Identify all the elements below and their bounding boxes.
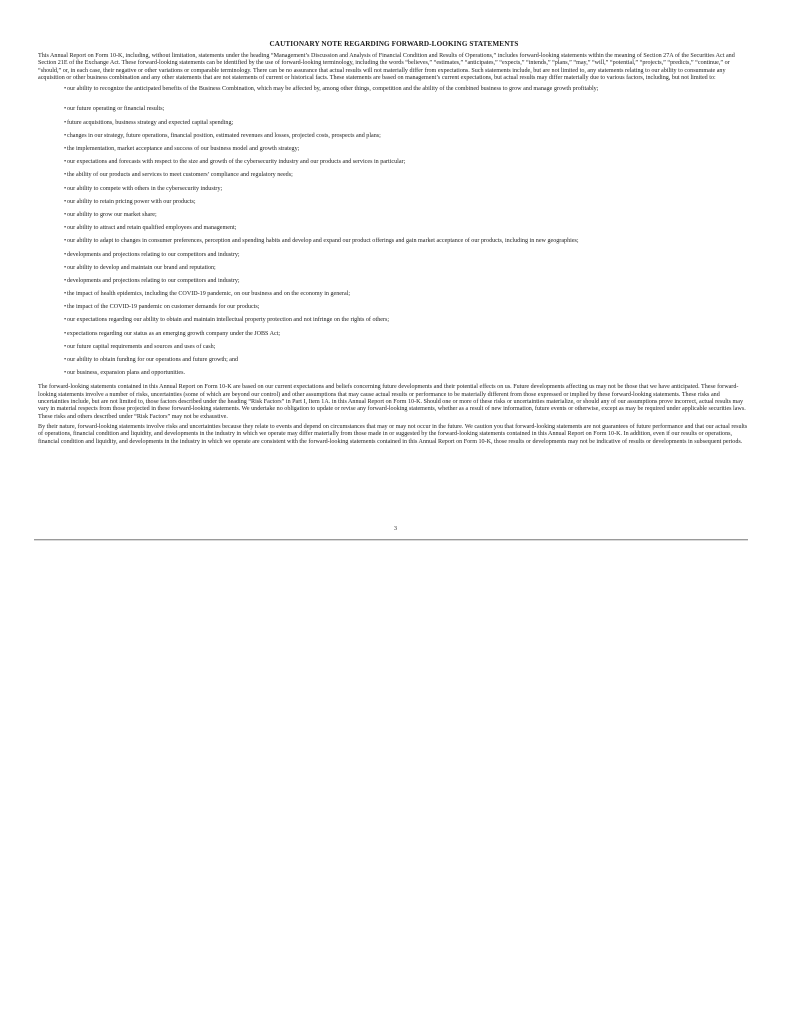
bullet-icon: • [64, 264, 67, 271]
list-item [64, 238, 750, 251]
bullet-icon: • [64, 370, 67, 377]
bullet-icon: • [64, 225, 67, 232]
list-item [64, 265, 750, 278]
body-paragraph: The forward-looking statements contained in this Annual Report on Form 10-K are based on our current expectations and beliefs concerning future developments and their potential effects on us. Future developments affecting us may not be those that we have anticipated. These forward-looking statements involve a number of risks, uncertainties (some of which are beyond our control) and other assumptions that may cause actual results or performance to be materially different from those expressed or implied by these forward-looking statements. These risks and uncertainties include, but are not limited to, those factors described under the heading “Risk Factors” in Part I, Item 1A. in this Annual Report on Form 10-K. Should one or more of these risks or uncertainties materialize, or should any of our assumptions prove incorrect, actual results may vary in material respects from those projected in these forward-looking statements. We undertake no obligation to update or revise any forward-looking statements, whether as a result of new information, future events or otherwise, except as may be required under applicable securities laws. These risks and others described under “Risk Factors” may not be exhaustive. [38, 384, 746, 420]
list-item-text: our ability to adapt to changes in consumer preferences, perception and spending habits and develop and expand our product offerings and gain market acceptance of our products, including in new geographies; [67, 238, 579, 245]
bullet-icon: • [64, 119, 67, 126]
list-item [64, 291, 750, 304]
list-item [64, 278, 750, 291]
list-item-text: the implementation, market acceptance and success of our business model and growth strategy; [67, 146, 300, 153]
bullet-icon: • [64, 317, 67, 324]
list-item [64, 146, 750, 159]
list-item [64, 159, 750, 172]
list-item [64, 86, 750, 93]
bullet-icon: • [64, 211, 67, 218]
list-item-text: our ability to recognize the anticipated benefits of the Business Combination, which may be affected by, among other things, competition and the ability of the combined business to grow and manage growth profitably; [67, 86, 599, 93]
bullet-icon: • [64, 291, 67, 298]
list-item-text: our future operating or financial results; [67, 106, 165, 113]
bullet-icon: • [64, 159, 67, 166]
list-item [64, 252, 750, 265]
body-paragraph: By their nature, forward-looking statements involve risks and uncertainties because they relate to events and depend on circumstances that may or may not occur in the future. We caution you that forward-looking statements are not guarantees of future performance and that our actual results of operations, financial condition and liquidity, and developments in the industry in which we operate may differ materially from those made in or suggested by the forward-looking statements contained in this Annual Report on Form 10-K. In addition, even if our results or operations, financial condition and liquidity, and developments in the industry in which we operate are consistent with the forward-looking statements contained in this Annual Report on Form 10-K, those results or developments may not be indicative of results or developments in subsequent periods. [38, 423, 748, 445]
bullet-icon: • [64, 238, 67, 245]
bullet-icon: • [64, 277, 67, 284]
page-title: CAUTIONARY NOTE REGARDING FORWARD-LOOKING STATEMENTS [269, 40, 519, 48]
bullet-list [38, 106, 750, 383]
list-item-text: the impact of the COVID-19 pandemic on customer demands for our products; [67, 304, 260, 311]
bullet-icon: • [64, 343, 67, 350]
list-item [64, 331, 750, 344]
list-item [64, 106, 750, 119]
list-item-text: expectations regarding our status as an emerging growth company under the JOBS Act; [67, 330, 281, 337]
list-item [64, 370, 750, 383]
bullet-icon: • [64, 185, 67, 192]
list-item-text: our ability to retain pricing power with our products; [67, 198, 196, 205]
list-item-text: our expectations regarding our ability to obtain and maintain intellectual property protection and not infringe on the rights of others; [67, 317, 390, 324]
list-item-text: our ability to obtain funding for our operations and future growth; and [67, 357, 239, 364]
list-item-text: changes in our strategy, future operations, financial position, estimated revenues and losses, projected costs, prospects and plans; [67, 132, 381, 139]
list-item [64, 172, 750, 185]
bullet-icon: • [64, 357, 67, 364]
list-item [64, 133, 750, 146]
list-item-text: our ability to grow our market share; [67, 211, 157, 218]
list-item-text: our ability to attract and retain qualified employees and management; [67, 225, 237, 232]
list-item [64, 212, 750, 225]
bullet-icon: • [64, 330, 67, 337]
document-page [38, 40, 750, 446]
list-item-text: developments and projections relating to our competitors and industry; [67, 277, 240, 284]
list-item-text: our expectations and forecasts with respect to the size and growth of the cybersecurity industry and our products and services in particular; [67, 159, 406, 166]
list-item-text: our ability to compete with others in the cybersecurity industry; [67, 185, 223, 192]
bullet-icon: • [64, 146, 67, 153]
list-item-text: the ability of our products and services to meet customers’ compliance and regulatory needs; [67, 172, 293, 179]
list-item-text: future acquisitions, business strategy and expected capital spending; [67, 119, 234, 126]
list-item [64, 120, 750, 133]
list-item [64, 199, 750, 212]
bullet-icon: • [64, 172, 67, 179]
bullet-icon: • [64, 132, 67, 139]
list-item [64, 357, 750, 370]
list-item-text: our ability to develop and maintain our brand and reputation; [67, 264, 216, 271]
list-item-text: our business, expansion plans and opportunities. [67, 370, 185, 377]
list-item-text: our future capital requirements and sources and uses of cash; [67, 343, 216, 350]
list-item-text: the impact of health epidemics, including the COVID-19 pandemic, on our business and on the economy in general; [67, 291, 351, 298]
page-break-rule [34, 539, 748, 541]
intro-paragraph: This Annual Report on Form 10-K, including, without limitation, statements under the heading “Management’s Discussion and Analysis of Financial Condition and Results of Operations,” includes forward-looking statements within the meaning of Section 27A of the Securities Act and Section 21E of the Exchange Act. These forward-looking statements can be identified by the use of forward-looking terminology, including the words “believes,” “estimates,” “anticipates,” “expects,” “intends,” “plans,” “may,” “will,” “potential,” “projects,” “predicts,” “continue,” or “should,” or, in each case, their negative or other variations or comparable terminology. There can be no assurance that actual results will not materially differ from expectations. Such statements include, but are not limited to, any statements relating to our ability to consummate any acquisition or other business combination and any other statements that are not statements of current or historical facts. These statements are based on management’s current expectations, but actual results may differ materially due to various factors, including, but not limited to: [38, 53, 735, 81]
list-item [64, 304, 750, 317]
bullet-icon: • [64, 106, 67, 113]
list-item [64, 225, 750, 238]
page-number: 3 [393, 525, 398, 532]
list-item [64, 317, 750, 330]
list-item-text: developments and projections relating to our competitors and industry; [67, 251, 240, 258]
bullet-icon: • [64, 198, 67, 205]
first-bullet-list [38, 86, 750, 93]
list-item [64, 186, 750, 199]
bullet-icon: • [64, 251, 67, 258]
bullet-icon: • [64, 86, 67, 93]
bullet-icon: • [64, 304, 67, 311]
list-item [64, 344, 750, 357]
